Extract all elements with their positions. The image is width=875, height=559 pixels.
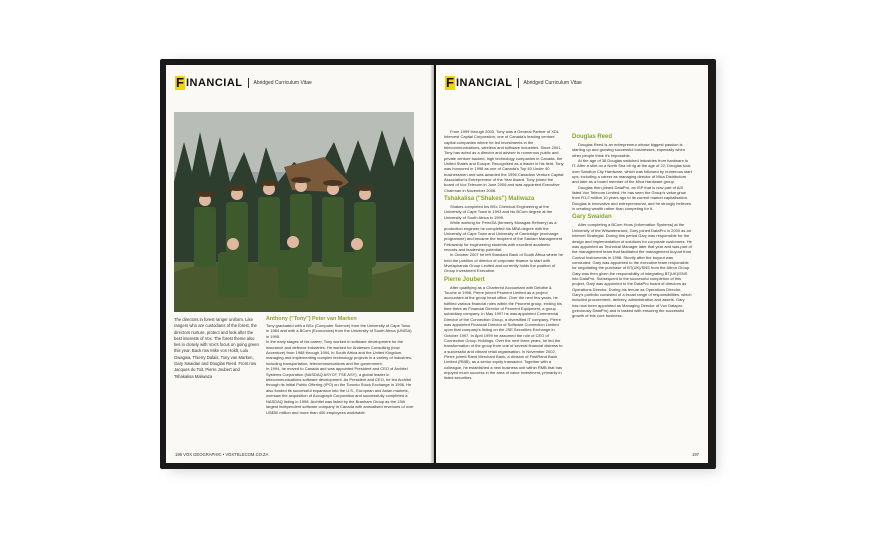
bio-heading: Anthony ("Tony") Peter van Marken (266, 316, 357, 322)
brand-initial: F (176, 75, 184, 90)
bio-paragraph: In the early stages of his career, Tony worked in software development for the insurance and defence industries. He worked for Andersen Consulting (now Accenture) from 1988 through 1994, in South Africa and the United Kingdom, managing and implementing complex technology projects in a variety of industries, including transportation, telecommunications and the government. (266, 339, 413, 366)
bio-heading: Pierre Joubert (444, 276, 485, 283)
bio-paragraph: Douglas then joined DataPro, an ISP that is now part of AIX listed Vox Telecom Limited. He has seen the Group's value grow from R1,2 million 10 years ago to its current market capitalisation. Douglas is innovative and entrepreneurial, and he strongly believes in creating wealth rather than competing for it. (572, 184, 691, 212)
bio-paragraph: In 1994, he moved to Canada and was appointed President and CEO of Architel Systems Corporation (NASDAQ ASYCF, TSE ASY), a global leader in telecommunications software development. As President and CEO, he led Architel through its Initial Public Offering (IPO) on the Toronto Stock Exchange in 1996. He also funded its successful expansion into the U.S., European and Asian markets, oversaw the acquisition of Accugraph Corporation and successfully completed a NASDAQ listing in 1998. Architel was listed by the Branham Group as the 13th largest independent software company in Canada with annualised revenues of over US$50 million and more than 400 employees worldwide. (266, 366, 414, 415)
directors-photo (174, 112, 414, 312)
bio-paragraph: Tony graduated with a BSc (Computer Science) from the University of Cape Town in 1984 and with a BCom (Economics) from the University of South Africa (UNISA) in 1995. (266, 323, 412, 339)
bio-heading: Douglas Reed (572, 134, 613, 140)
bio-paragraph: Douglas Reed is an entrepreneur whose biggest passion is starting up and growing successful businesses, especially when other people think it's impossible. (572, 142, 685, 158)
bio-paragraph: After qualifying as a Chartered Accountant with Deloitte & Touche in 1996, Pierre joined Peunent Limited as a project accountant at the group head office. Over the next few years, he fulfilled various financial roles within the Peunent group, ending his time there as Financial Director of Peunent Equipment, a group subsidiary company. In May 1997 he was appointed Commercial Director of the Connection Group, a diversified IT company. Pierre was appointed Financial Director of Software Connection Limited upon that company's listing on the JSE Securities Exchange in October 1997. In April 1999 he assumed the role of CEO of Connection Group Holdings. Over the next three years, he led the transformation of the group from one of several financial distress to a successful and vibrant retail organisation. In November 2002, Pierre joined Rand Merchant Bank, a division of FirstRand Bank Limited (RMB), as a senior equity transactor. Together with a colleague, he established a new business unit within RMB that has enjoyed much success in the area of value investment, primarily in listed securities. (444, 284, 563, 381)
section-title: Abridged Curriculum Vitae (523, 80, 582, 86)
right-page (436, 65, 708, 463)
bio-heading: Gary Swaidan (572, 214, 612, 221)
bio-paragraph: In October 2007 he left Standard Bank of South Africa where he held the position of director of corporate finance to start with Mvelaphanda Group Limited and currently holds the position of Group Investment Executive. (444, 252, 563, 274)
header-divider (518, 78, 519, 88)
page-header (175, 76, 312, 90)
intro-paragraph: From 1999 through 2003, Tony was a General Partner of XDL Intervest Capital Corporation, one of Canada's leading venture capital companies where he led investments in the telecommunications, wireless and software industries. Since 2001, Tony has acted as a director and adviser to numerous public and private venture backed, high technology companies in Canada, the United States and Europe. Recognised as a leader in his field, Tony was honoured in 1998 as one of Canada's Top 40 Under 40 businessmen and was awarded the 1996 Canadian Venture Capital Association's Entrepreneur of the Year Award. Tony joined the board of Vox Telecom in June 2006 and was appointed Executive Chairman in November 2006. (444, 129, 564, 193)
brand-initial: F (446, 75, 454, 90)
page-header (445, 76, 582, 90)
open-magazine (160, 59, 716, 469)
left-page (166, 65, 434, 463)
bio-tony (266, 316, 414, 415)
page-folio: 197 (692, 452, 699, 457)
header-divider (248, 78, 249, 88)
bio-paragraph: After completing a BCom Hons (Information Systems) at the University of the Witwatersrand, Gary joined DataPro in 2000 as an Internet Strategist. During this period Gary was responsible for the design and implementation of solutions for corporate customers. He was appointed as Technical Manager later that year and was part of the management team that facilitated the management buyout from Control Instruments in 1998. Shortly after the buyout was concluded, Gary was appointed to the executive team responsible for negotiating the purchase of BT(UK)/SNS from the Altron Group. Gary was then given the responsibility of integrating BT(UK)/SNS into DataPro. Subsequent to the successful completion of this project, Gary was appointed to the DataPro board of directors as Operations Director. During his tenure as Operations Director, Gary's portfolio consisted of a broad range of responsibilities, which included procurement, delivery, administration and assets. Gary has now been appointed as Managing Director of Vox Datapro (previously DataPro) and is tasked with ensuring the successful growth of this core business. (572, 222, 692, 319)
page-folio: 196 VOX GEOGRAPHIC • VOXTELECOM.CO.ZA (175, 452, 269, 457)
bio-heading: Tshakalisa ("Shakes") Maliwaza (444, 196, 535, 203)
column-left (444, 129, 564, 381)
bio-paragraph: Shakes completed his BSc Chemical Engineering at the University of Cape Town in 1993 and his BCom degree at the University of South Africa in 1999. (444, 204, 553, 220)
brand-title: INANCIAL (455, 77, 513, 89)
brand-title: INANCIAL (185, 77, 243, 89)
section-title: Abridged Curriculum Vitae (253, 80, 312, 86)
photo-caption: The directors in forest ranger uniform. Like rangers who are custodians of the forest, the directors nurture, protect and look after the best interests of Vox. The forest theme also ties in closely with Vox's focus on going green this year. Back row Mike von Holdt, Lulu Gwagwa, Thierry Dalais, Tony van Marken, Gary Swaidan and Douglas Reed. Front row Jacques du Toit, Pierre Joubert and Tshakalisa Maliwaza (174, 317, 259, 379)
bio-paragraph: While working for PetroSA (formerly Mossgas Refinery) as a production engineer he completed his MBA degree with the University of Cape Town and University of Cambridge (exchange programme) and became the recipient of the Sanlam Management Fellowship for engineering students with excellent academic records and leadership potential. (444, 220, 563, 252)
bio-paragraph: At the age of 38 Douglas switched industries from hardware to IT. After a stint on a North Sea oil rig at the age of 22, Douglas took over Sandton City Hardware, which was followed by numerous start ups, including a career as managing director of Mica Distributors and later as a board member of the Mica Hardware group. (572, 158, 692, 185)
column-right (572, 131, 692, 319)
